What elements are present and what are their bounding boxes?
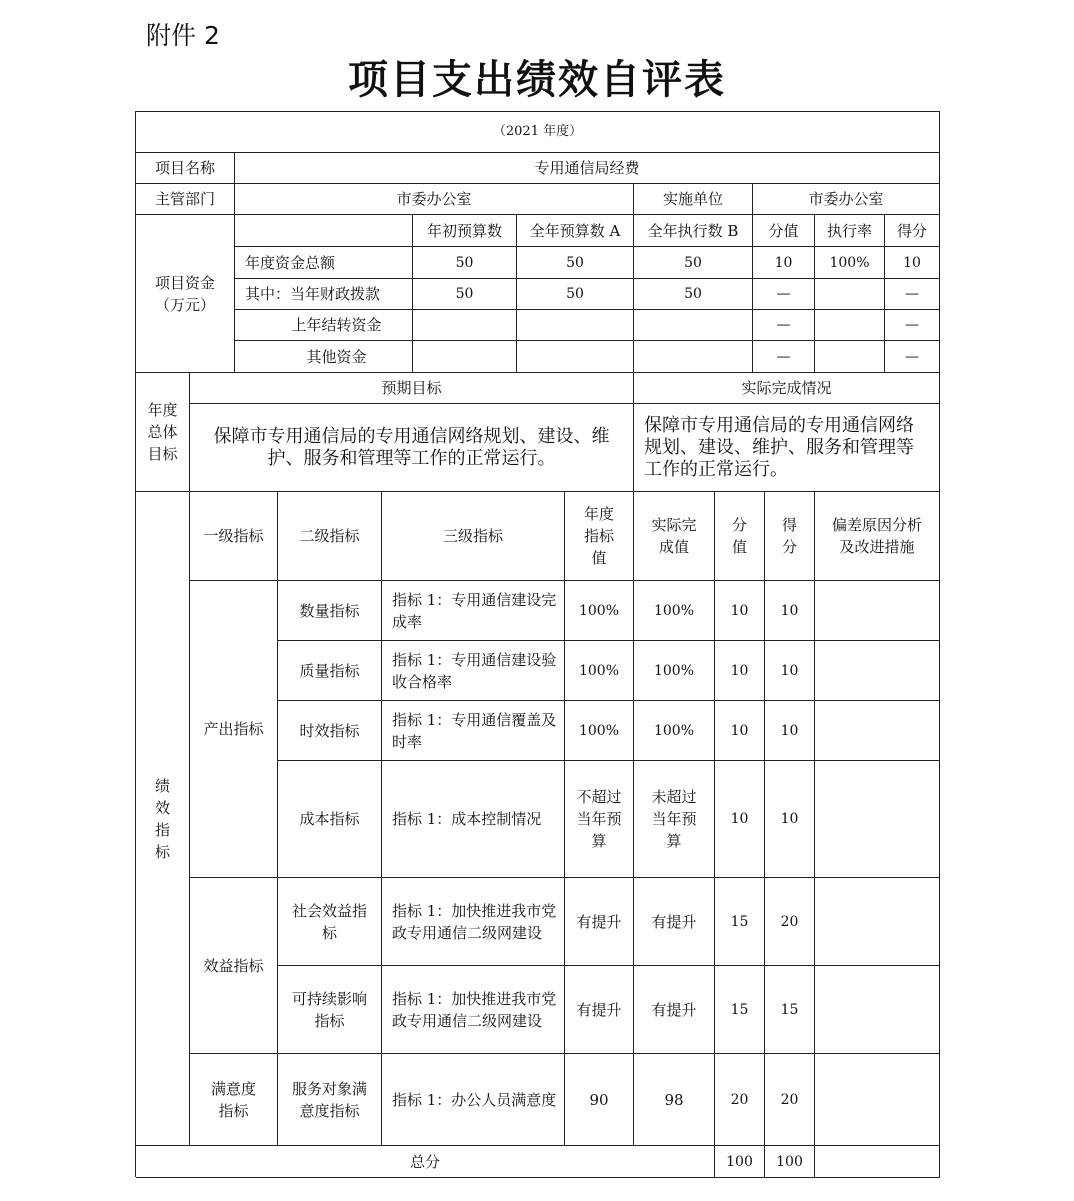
score: 10 <box>765 701 815 761</box>
level2-indicator: 成本指标 <box>278 761 382 878</box>
goal-label: 年度总体目标 <box>136 373 190 492</box>
actual-value: 100% <box>634 581 715 641</box>
level2-indicator: 质量指标 <box>278 641 382 701</box>
deviation-analysis <box>815 701 940 761</box>
level1-output: 产出指标 <box>190 581 278 878</box>
target-value: 100% <box>565 581 634 641</box>
score-value: 20 <box>715 1054 765 1146</box>
target-value: 90 <box>565 1054 634 1146</box>
fund-row-label: 其他资金 <box>235 341 413 373</box>
level3-indicator: 指标 1：专用通信建设验收合格率 <box>382 641 565 701</box>
deviation-analysis <box>815 641 940 701</box>
funds-header: 执行率 <box>815 215 885 247</box>
target-value: 不超过当年预算 <box>565 761 634 878</box>
score: 10 <box>765 641 815 701</box>
perf-header: 三级指标 <box>382 492 565 581</box>
fund-cell: 10 <box>753 247 815 279</box>
fund-cell: 100% <box>815 247 885 279</box>
fund-cell <box>517 310 634 341</box>
total-blank <box>815 1146 940 1178</box>
year-cell: （2021 年度） <box>136 112 940 153</box>
funds-header-blank <box>235 215 413 247</box>
score-value: 10 <box>715 701 765 761</box>
fund-cell <box>815 279 885 310</box>
score: 15 <box>765 966 815 1054</box>
goal-actual: 保障市专用通信局的专用通信网络规划、建设、维护、服务和管理等工作的正常运行。 <box>634 404 940 492</box>
level2-indicator: 可持续影响指标 <box>278 966 382 1054</box>
evaluation-table <box>135 111 940 1177</box>
fund-cell <box>517 341 634 373</box>
level1-benefit: 效益指标 <box>190 878 278 1054</box>
target-value: 有提升 <box>565 878 634 966</box>
fund-cell: 50 <box>517 247 634 279</box>
score: 10 <box>765 581 815 641</box>
fund-cell: 10 <box>885 247 940 279</box>
funds-header: 得分 <box>885 215 940 247</box>
level2-indicator: 社会效益指标 <box>278 878 382 966</box>
actual-value: 100% <box>634 641 715 701</box>
fund-cell <box>815 341 885 373</box>
fund-cell: 50 <box>634 247 753 279</box>
actual-value: 有提升 <box>634 878 715 966</box>
perf-header: 年度指标值 <box>565 492 634 581</box>
score: 20 <box>765 878 815 966</box>
level2-indicator: 数量指标 <box>278 581 382 641</box>
score-value: 15 <box>715 878 765 966</box>
actual-value: 有提升 <box>634 966 715 1054</box>
funds-header: 全年预算数 A <box>517 215 634 247</box>
fund-row-label: 其中：当年财政拨款 <box>235 279 413 310</box>
fund-cell <box>413 341 517 373</box>
level3-indicator: 指标 1：专用通信覆盖及时率 <box>382 701 565 761</box>
actual-value: 98 <box>634 1054 715 1146</box>
score-value: 10 <box>715 641 765 701</box>
perf-header: 一级指标 <box>190 492 278 581</box>
dept-value: 市委办公室 <box>235 184 634 215</box>
level2-indicator: 时效指标 <box>278 701 382 761</box>
impl-value: 市委办公室 <box>753 184 940 215</box>
perf-header: 二级指标 <box>278 492 382 581</box>
score-value: 15 <box>715 966 765 1054</box>
level3-indicator: 指标 1：专用通信建设完成率 <box>382 581 565 641</box>
goal-expected-label: 预期目标 <box>190 373 634 404</box>
dept-label: 主管部门 <box>136 184 235 215</box>
perf-header: 分值 <box>715 492 765 581</box>
fund-cell <box>634 341 753 373</box>
level3-indicator: 指标 1：加快推进我市党政专用通信二级网建设 <box>382 966 565 1054</box>
level3-indicator: 指标 1：成本控制情况 <box>382 761 565 878</box>
perf-header: 偏差原因分析及改进措施 <box>815 492 940 581</box>
funds-label: 项目资金（万元） <box>136 215 235 373</box>
level1-satisfaction: 满意度指标 <box>190 1054 278 1146</box>
impl-label: 实施单位 <box>634 184 753 215</box>
fund-row-label: 上年结转资金 <box>235 310 413 341</box>
score: 20 <box>765 1054 815 1146</box>
total-score-value: 100 <box>715 1146 765 1178</box>
deviation-analysis <box>815 1054 940 1146</box>
level2-indicator: 服务对象满意度指标 <box>278 1054 382 1146</box>
level3-indicator: 指标 1：加快推进我市党政专用通信二级网建设 <box>382 878 565 966</box>
project-name-value: 专用通信局经费 <box>235 153 940 184</box>
fund-cell: — <box>885 310 940 341</box>
fund-cell: — <box>885 279 940 310</box>
score-value: 10 <box>715 581 765 641</box>
project-name-label: 项目名称 <box>136 153 235 184</box>
fund-cell <box>413 310 517 341</box>
fund-cell: 50 <box>413 247 517 279</box>
deviation-analysis <box>815 878 940 966</box>
target-value: 100% <box>565 701 634 761</box>
funds-header: 全年执行数 B <box>634 215 753 247</box>
fund-cell: 50 <box>413 279 517 310</box>
actual-value: 100% <box>634 701 715 761</box>
fund-cell <box>815 310 885 341</box>
total-label: 总分 <box>136 1146 715 1178</box>
actual-value: 未超过当年预算 <box>634 761 715 878</box>
fund-cell: — <box>885 341 940 373</box>
goal-actual-label: 实际完成情况 <box>634 373 940 404</box>
funds-header: 年初预算数 <box>413 215 517 247</box>
level3-indicator: 指标 1：办公人员满意度 <box>382 1054 565 1146</box>
fund-cell <box>634 310 753 341</box>
deviation-analysis <box>815 761 940 878</box>
attachment-label: 附件 2 <box>146 21 220 50</box>
page-title: 项目支出绩效自评表 <box>348 56 726 103</box>
fund-cell: — <box>753 279 815 310</box>
target-value: 有提升 <box>565 966 634 1054</box>
goal-expected: 保障市专用通信局的专用通信网络规划、建设、维护、服务和管理等工作的正常运行。 <box>190 404 634 492</box>
total-score: 100 <box>765 1146 815 1178</box>
fund-cell: — <box>753 310 815 341</box>
score: 10 <box>765 761 815 878</box>
fund-cell: 50 <box>634 279 753 310</box>
fund-cell: 50 <box>517 279 634 310</box>
funds-header: 分值 <box>753 215 815 247</box>
fund-cell: — <box>753 341 815 373</box>
perf-label: 绩效指标 <box>136 492 190 1146</box>
deviation-analysis <box>815 581 940 641</box>
fund-row-label: 年度资金总额 <box>235 247 413 279</box>
perf-header: 得分 <box>765 492 815 581</box>
perf-header: 实际完成值 <box>634 492 715 581</box>
deviation-analysis <box>815 966 940 1054</box>
target-value: 100% <box>565 641 634 701</box>
score-value: 10 <box>715 761 765 878</box>
